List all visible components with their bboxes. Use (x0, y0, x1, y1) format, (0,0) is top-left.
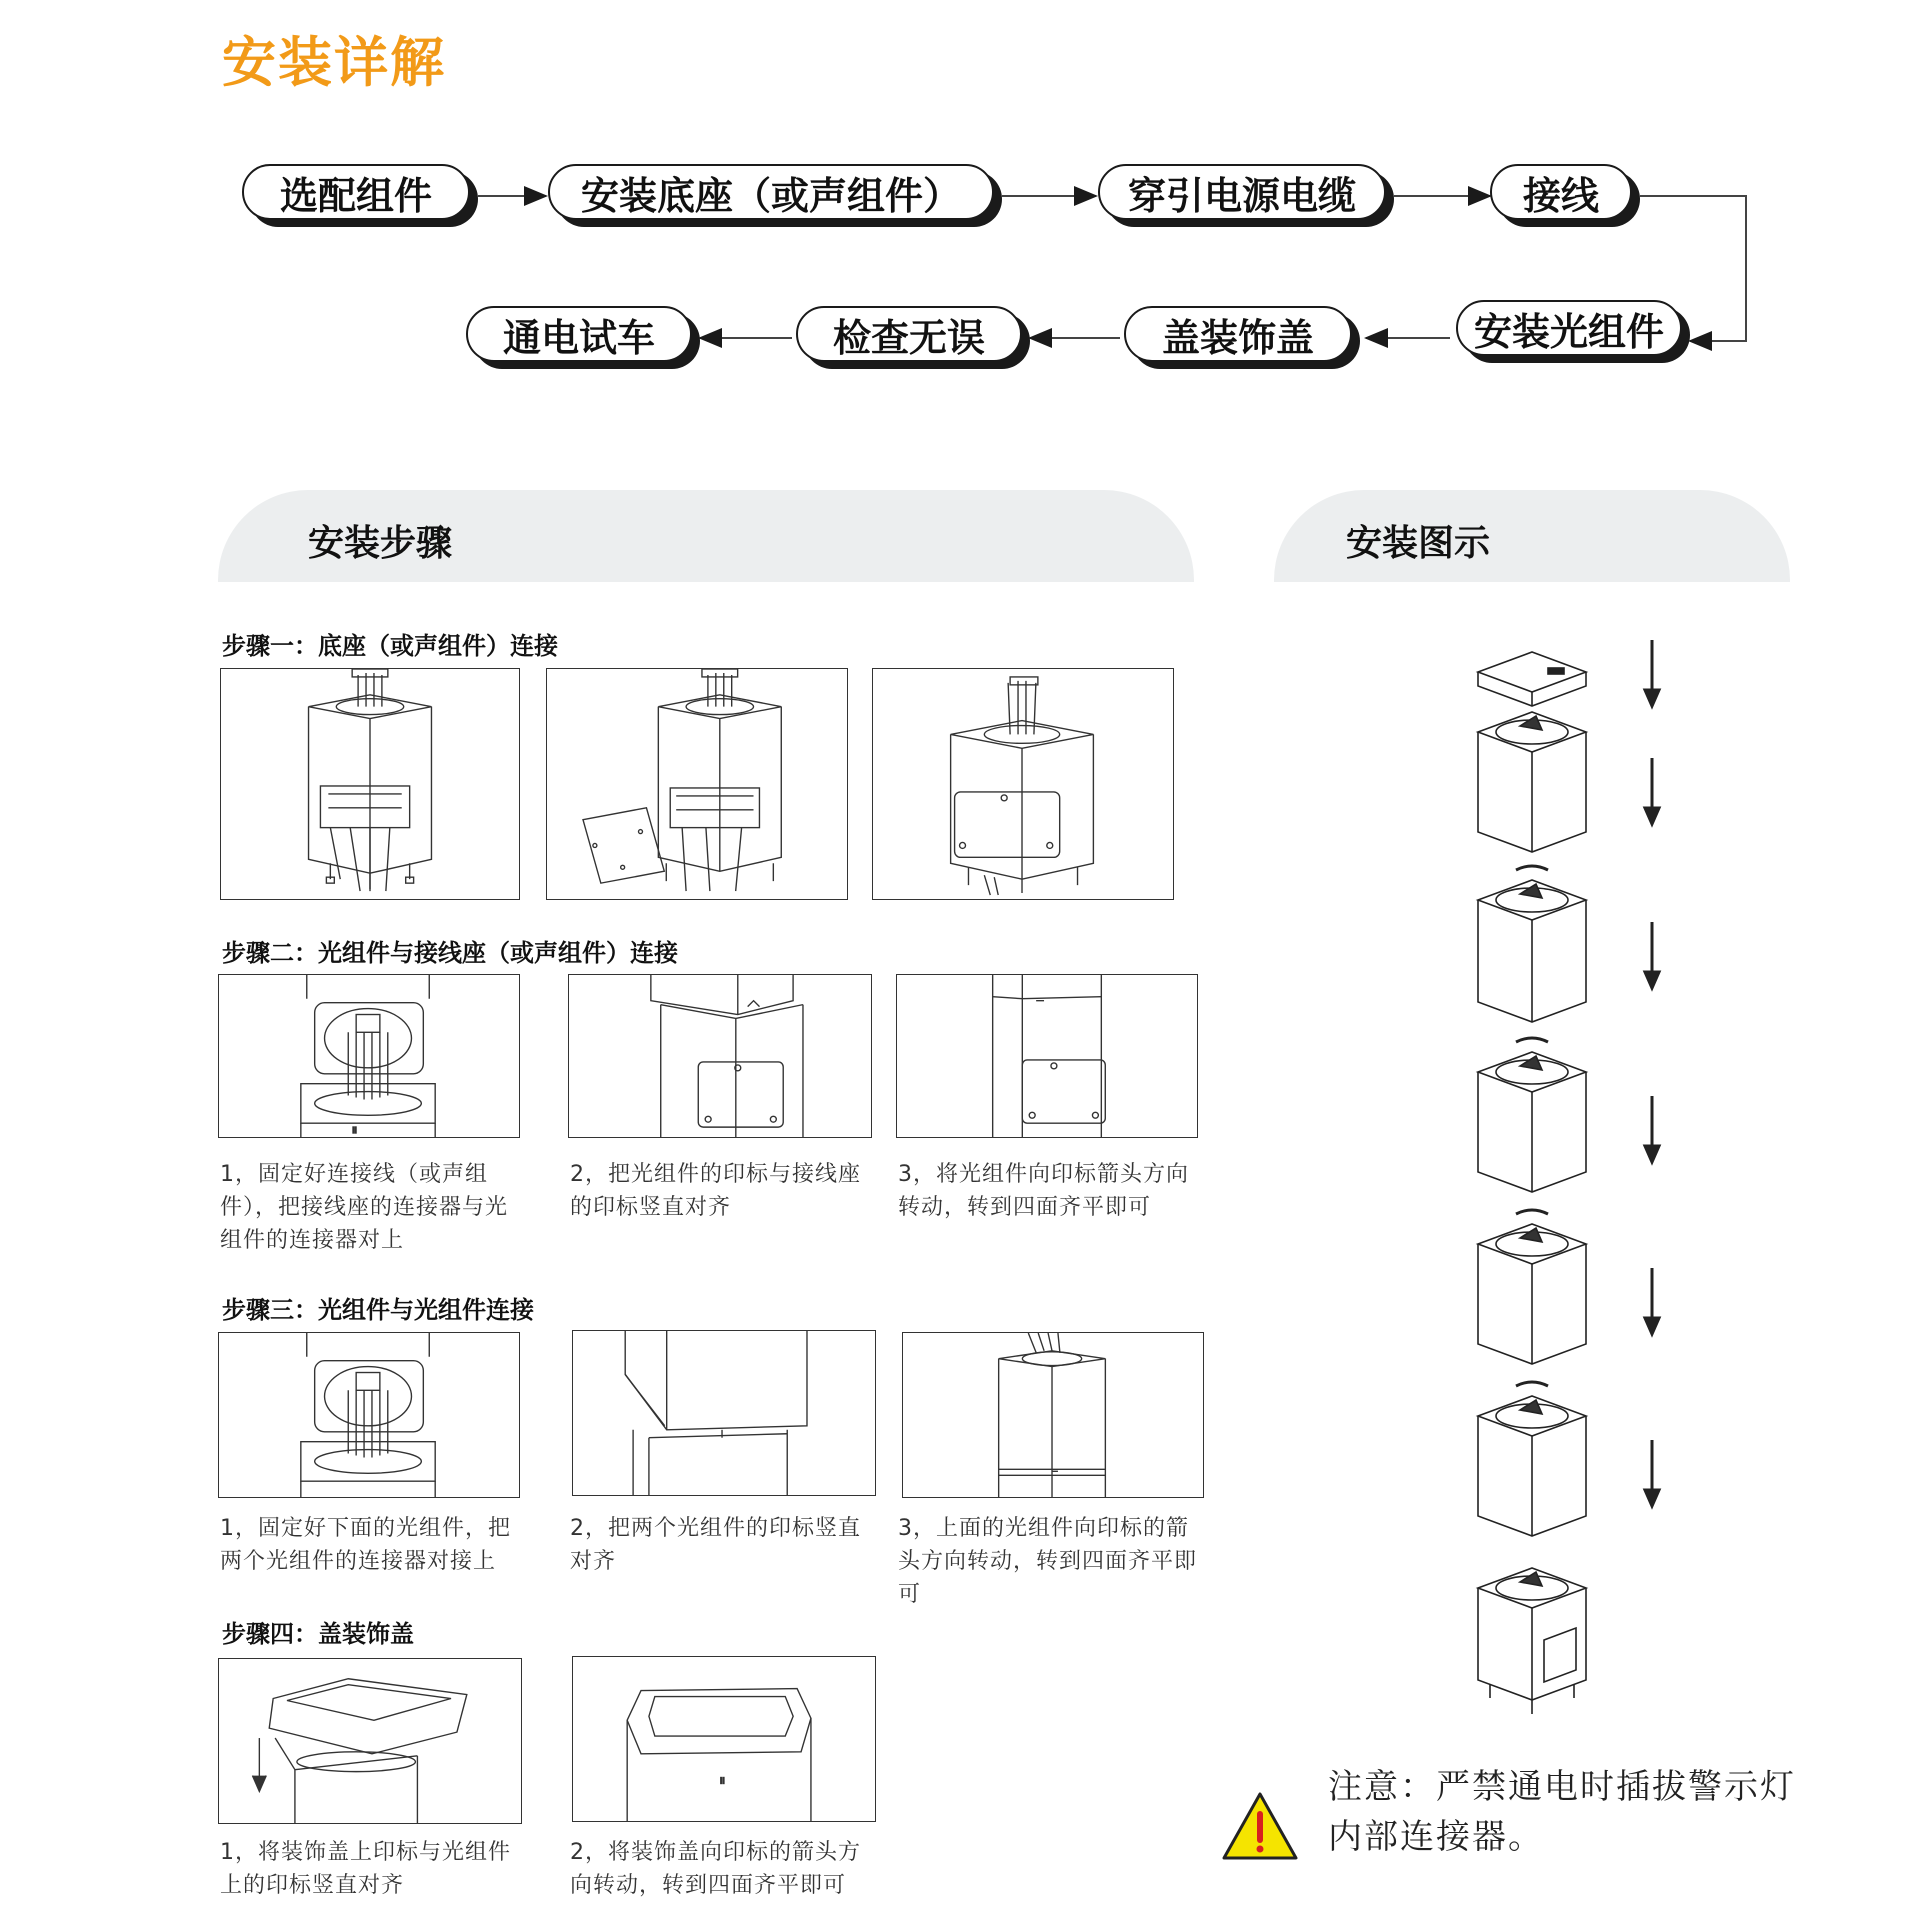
step4-figure-1 (218, 1658, 522, 1824)
flow-step-power-test: 通电试车 (466, 306, 692, 362)
step1-illustration-3 (873, 669, 1173, 899)
step2-illustration-3 (897, 975, 1197, 1137)
step2-caption-2: 2，把光组件的印标与接线座的印标竖直对齐 (570, 1162, 861, 1220)
step2-heading: 步骤二：光组件与接线座（或声组件）连接 (222, 939, 678, 967)
flow-step-wiring: 接线 (1490, 164, 1632, 220)
tab-install-diagram-label: 安装图示 (1346, 523, 1491, 564)
step4-heading: 步骤四：盖装饰盖 (222, 1620, 414, 1648)
flow-step-check: 检查无误 (796, 306, 1022, 362)
flow-step-route-power-cable: 穿引电源电缆 (1098, 164, 1386, 220)
tab-install-diagram (1274, 490, 1790, 582)
step2-illustration-2 (569, 975, 871, 1137)
install-flowchart (0, 0, 1920, 400)
step2-caption-3: 3，将光组件向印标箭头方向转动，转到四面齐平即可 (898, 1162, 1189, 1220)
step4-caption-2: 2，将装饰盖向印标的箭头方向转动，转到四面齐平即可 (570, 1840, 861, 1898)
step1-illustration-1 (221, 669, 519, 899)
step2-illustration-1 (219, 975, 519, 1137)
step1-illustration-2 (547, 669, 847, 899)
step1-heading: 步骤一：底座（或声组件）连接 (222, 632, 558, 660)
tab-install-steps-label: 安装步骤 (308, 523, 453, 564)
step3-illustration-3 (903, 1333, 1203, 1497)
step4-figure-2 (572, 1656, 876, 1822)
step3-figure-2 (572, 1330, 876, 1496)
step4-caption-1: 1，将装饰盖上印标与光组件上的印标竖直对齐 (220, 1840, 511, 1898)
flow-step-select-components: 选配组件 (242, 164, 470, 220)
step2-figure-2 (568, 974, 872, 1138)
step3-caption-3: 3，上面的光组件向印标的箭头方向转动，转到四面齐平即可 (898, 1516, 1198, 1607)
step1-figure-3 (872, 668, 1174, 900)
flow-step-install-light-module: 安装光组件 (1456, 300, 1682, 356)
step3-caption-1: 1，固定好下面的光组件，把两个光组件的连接器对接上 (220, 1516, 511, 1574)
step2-caption-1: 1，固定好连接线（或声组件），把接线座的连接器与光组件的连接器对上 (220, 1162, 509, 1253)
stack-assembly-diagram (1460, 620, 1730, 1720)
step1-figure-2 (546, 668, 848, 900)
step3-illustration-2 (573, 1331, 875, 1495)
step3-figure-1 (218, 1332, 520, 1498)
flow-step-fit-cover: 盖装饰盖 (1124, 306, 1352, 362)
warning-notice: 注意：严禁通电时插拔警示灯内部连接器。 (1328, 1767, 1796, 1857)
step2-figure-1 (218, 974, 520, 1138)
tab-install-steps (218, 490, 1194, 582)
step4-illustration-1 (219, 1659, 521, 1823)
step1-figure-1 (220, 668, 520, 900)
svg-text:II: II (352, 1126, 357, 1136)
step3-illustration-1 (219, 1333, 519, 1497)
step3-figure-3 (902, 1332, 1204, 1498)
step3-heading: 步骤三：光组件与光组件连接 (222, 1296, 534, 1324)
step3-caption-2: 2，把两个光组件的印标竖直对齐 (570, 1516, 861, 1574)
step2-figure-3 (896, 974, 1198, 1138)
svg-text:II: II (720, 1776, 725, 1786)
warning-triangle-icon (1220, 1790, 1300, 1862)
page-title: 安装详解 (222, 31, 446, 94)
flow-step-install-base: 安装底座（或声组件） (548, 164, 994, 220)
step4-illustration-2 (573, 1657, 875, 1821)
